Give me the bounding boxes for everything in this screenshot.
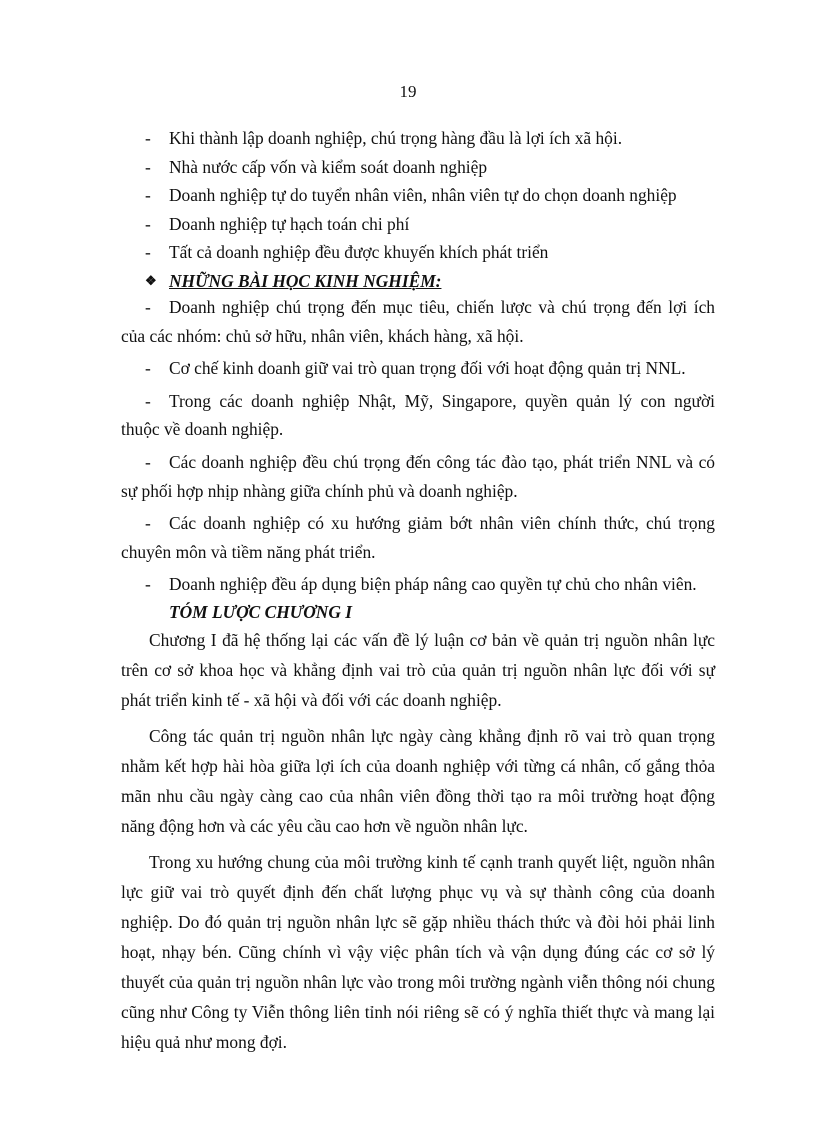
list-item-text: Nhà nước cấp vốn và kiểm soát doanh nghiệp	[169, 156, 488, 177]
lesson-text: Cơ chế kinh doanh giữ vai trò quan trọng đối với hoạt động quản trị NNL.	[169, 358, 686, 379]
dash-marker: -	[145, 513, 151, 534]
lesson-text: Các doanh nghiệp đều chú trọng đến công tác đào tạo, phát triển NNL và có	[169, 451, 715, 472]
list-item-text: Doanh nghiệp tự do tuyển nhân viên, nhân viên tự do chọn doanh nghiệp	[169, 185, 677, 206]
list-item	[145, 181, 715, 210]
lesson-item	[145, 570, 715, 599]
lesson-item	[121, 509, 715, 566]
page-number: 19	[399, 82, 417, 101]
lesson-item	[121, 293, 715, 350]
diamond-bullet-icon: ❖	[145, 272, 157, 288]
dash-marker: -	[145, 242, 151, 263]
lesson-item	[121, 448, 715, 505]
lesson-item	[145, 354, 715, 383]
lesson-continuation: của các nhóm: chủ sở hữu, nhân viên, khách hàng, xã hội.	[121, 325, 524, 346]
lesson-text: Trong các doanh nghiệp Nhật, Mỹ, Singapore, quyền quản lý con người	[169, 390, 715, 411]
dash-marker: -	[145, 156, 151, 177]
lesson-text: Doanh nghiệp đều áp dụng biện pháp nâng cao quyền tự chủ cho nhân viên.	[169, 574, 697, 595]
lessons-heading-text: NHỮNG BÀI HỌC KINH NGHIỆM:	[169, 270, 442, 291]
lesson-text: Doanh nghiệp chú trọng đến mục tiêu, chiến lược và chú trọng đến lợi ích	[169, 296, 715, 317]
lesson-continuation: sự phối hợp nhịp nhàng giữa chính phủ và doanh nghiệp.	[121, 480, 518, 501]
list-item-text: Khi thành lập doanh nghiệp, chú trọng hàng đầu là lợi ích xã hội.	[169, 128, 623, 148]
summary-title: TÓM LƯỢC CHƯƠNG I	[169, 601, 352, 622]
lesson-continuation: chuyên môn và tiềm năng phát triển.	[121, 541, 376, 562]
dash-marker: -	[145, 358, 151, 379]
dash-marker: -	[145, 185, 151, 206]
dash-marker: -	[145, 296, 151, 317]
list-item	[145, 238, 715, 267]
list-item-text: Tất cả doanh nghiệp đều được khuyến khích phát triển	[169, 242, 549, 263]
page-content	[121, 124, 715, 1063]
lessons-list	[121, 293, 715, 599]
lesson-text: Các doanh nghiệp có xu hướng giảm bớt nhân viên chính thức, chú trọng	[169, 513, 715, 534]
dash-marker: -	[145, 390, 151, 411]
list-item-text: Doanh nghiệp tự hạch toán chi phí	[169, 213, 410, 234]
list-item	[145, 153, 715, 182]
summary-paragraph: Chương I đã hệ thống lại các vấn đề lý luận cơ bản về quản trị nguồn nhân lực trên cơ sở khoa học và khẳng định vai trò của quản trị nguồn nhân lực đối với sự phát triển kinh tế - xã hội và đối với các doanh nghiệp.	[121, 629, 715, 710]
summary-paragraph: Trong xu hướng chung của môi trường kinh tế cạnh tranh quyết liệt, nguồn nhân lực giữ vai trò quyết định đến chất lượng phục vụ và sự thành công của doanh nghiệp. Do đó quản trị nguồn nhân lực sẽ gặp nhiều thách thức và đòi hỏi phải linh hoạt, nhạy bén. Cũng chính vì vậy việc phân tích và vận dụng đúng các cơ sở lý thuyết của quản trị nguồn nhân lực vào trong môi trường ngành viễn thông nói chung cũng như Công ty Viễn thông liên tỉnh nói riêng sẽ có ý nghĩa thiết thực và mang lại hiệu quả như mong đợi.	[121, 851, 715, 1052]
dash-marker: -	[145, 451, 151, 472]
dash-marker: -	[145, 128, 151, 148]
dash-marker: -	[145, 213, 151, 234]
bullet-list	[145, 124, 715, 267]
summary-paragraph: Công tác quản trị nguồn nhân lực ngày càng khẳng định rõ vai trò quan trọng nhằm kết hợp hài hòa giữa lợi ích của doanh nghiệp với từng cá nhân, cố gắng thỏa mãn nhu cầu ngày càng cao của nhân viên đồng thời tạo ra môi trường hoạt động năng động hơn và các yêu cầu cao hơn về nguồn nhân lực.	[121, 725, 715, 836]
dash-marker: -	[145, 574, 151, 595]
list-item	[145, 124, 715, 153]
lessons-heading	[145, 269, 715, 293]
lesson-item	[121, 387, 715, 444]
list-item	[145, 210, 715, 239]
lesson-continuation: thuộc về doanh nghiệp.	[121, 419, 284, 440]
